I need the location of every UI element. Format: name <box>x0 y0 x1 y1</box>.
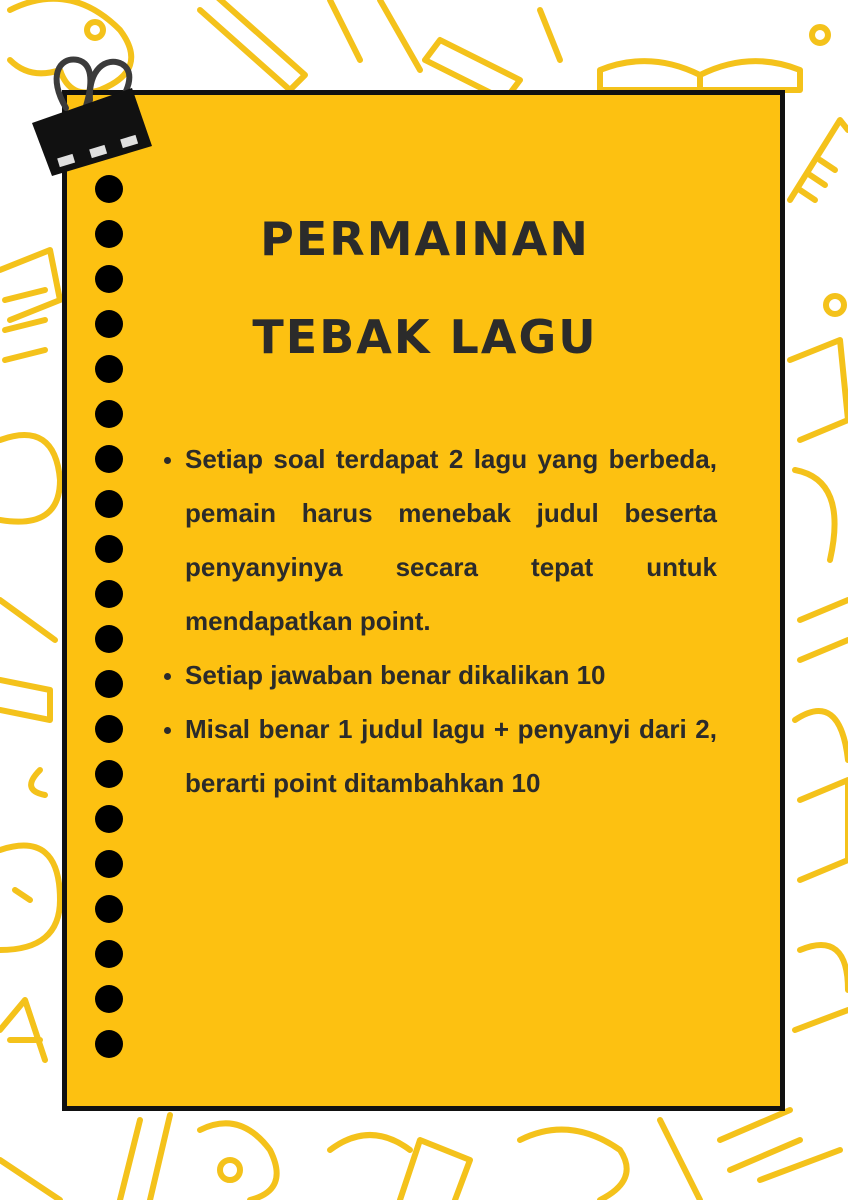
list-item: • Misal benar 1 judul lagu + penyanyi dari 2, berarti point ditambahkan 10 <box>185 702 717 810</box>
spiral-hole-icon <box>95 265 123 293</box>
spiral-hole-icon <box>95 625 123 653</box>
spiral-hole-icon <box>95 310 123 338</box>
spiral-hole-icon <box>95 400 123 428</box>
spiral-hole-icon <box>95 355 123 383</box>
spiral-hole-icon <box>95 1030 123 1058</box>
title-line-2: TEBAK LAGU <box>252 310 598 364</box>
spiral-hole-icon <box>95 940 123 968</box>
list-item: • Setiap soal terdapat 2 lagu yang berbeda, pemain harus menebak judul beserta penyanyinya secara tepat untuk mendapatkan point. <box>185 432 717 648</box>
spiral-hole-icon <box>95 715 123 743</box>
spiral-hole-icon <box>95 850 123 878</box>
page-title <box>170 190 680 386</box>
spiral-hole-icon <box>95 220 123 248</box>
spiral-hole-icon <box>95 490 123 518</box>
title-line-1: PERMAINAN <box>260 212 590 266</box>
spiral-holes <box>95 175 125 1075</box>
spiral-hole-icon <box>95 895 123 923</box>
binder-clip-icon <box>28 48 158 178</box>
rules-list <box>155 432 717 810</box>
spiral-hole-icon <box>95 805 123 833</box>
spiral-hole-icon <box>95 760 123 788</box>
spiral-hole-icon <box>95 670 123 698</box>
spiral-hole-icon <box>95 580 123 608</box>
list-item: • Setiap jawaban benar dikalikan 10 <box>185 648 717 702</box>
spiral-hole-icon <box>95 445 123 473</box>
spiral-hole-icon <box>95 985 123 1013</box>
spiral-hole-icon <box>95 535 123 563</box>
spiral-hole-icon <box>95 175 123 203</box>
